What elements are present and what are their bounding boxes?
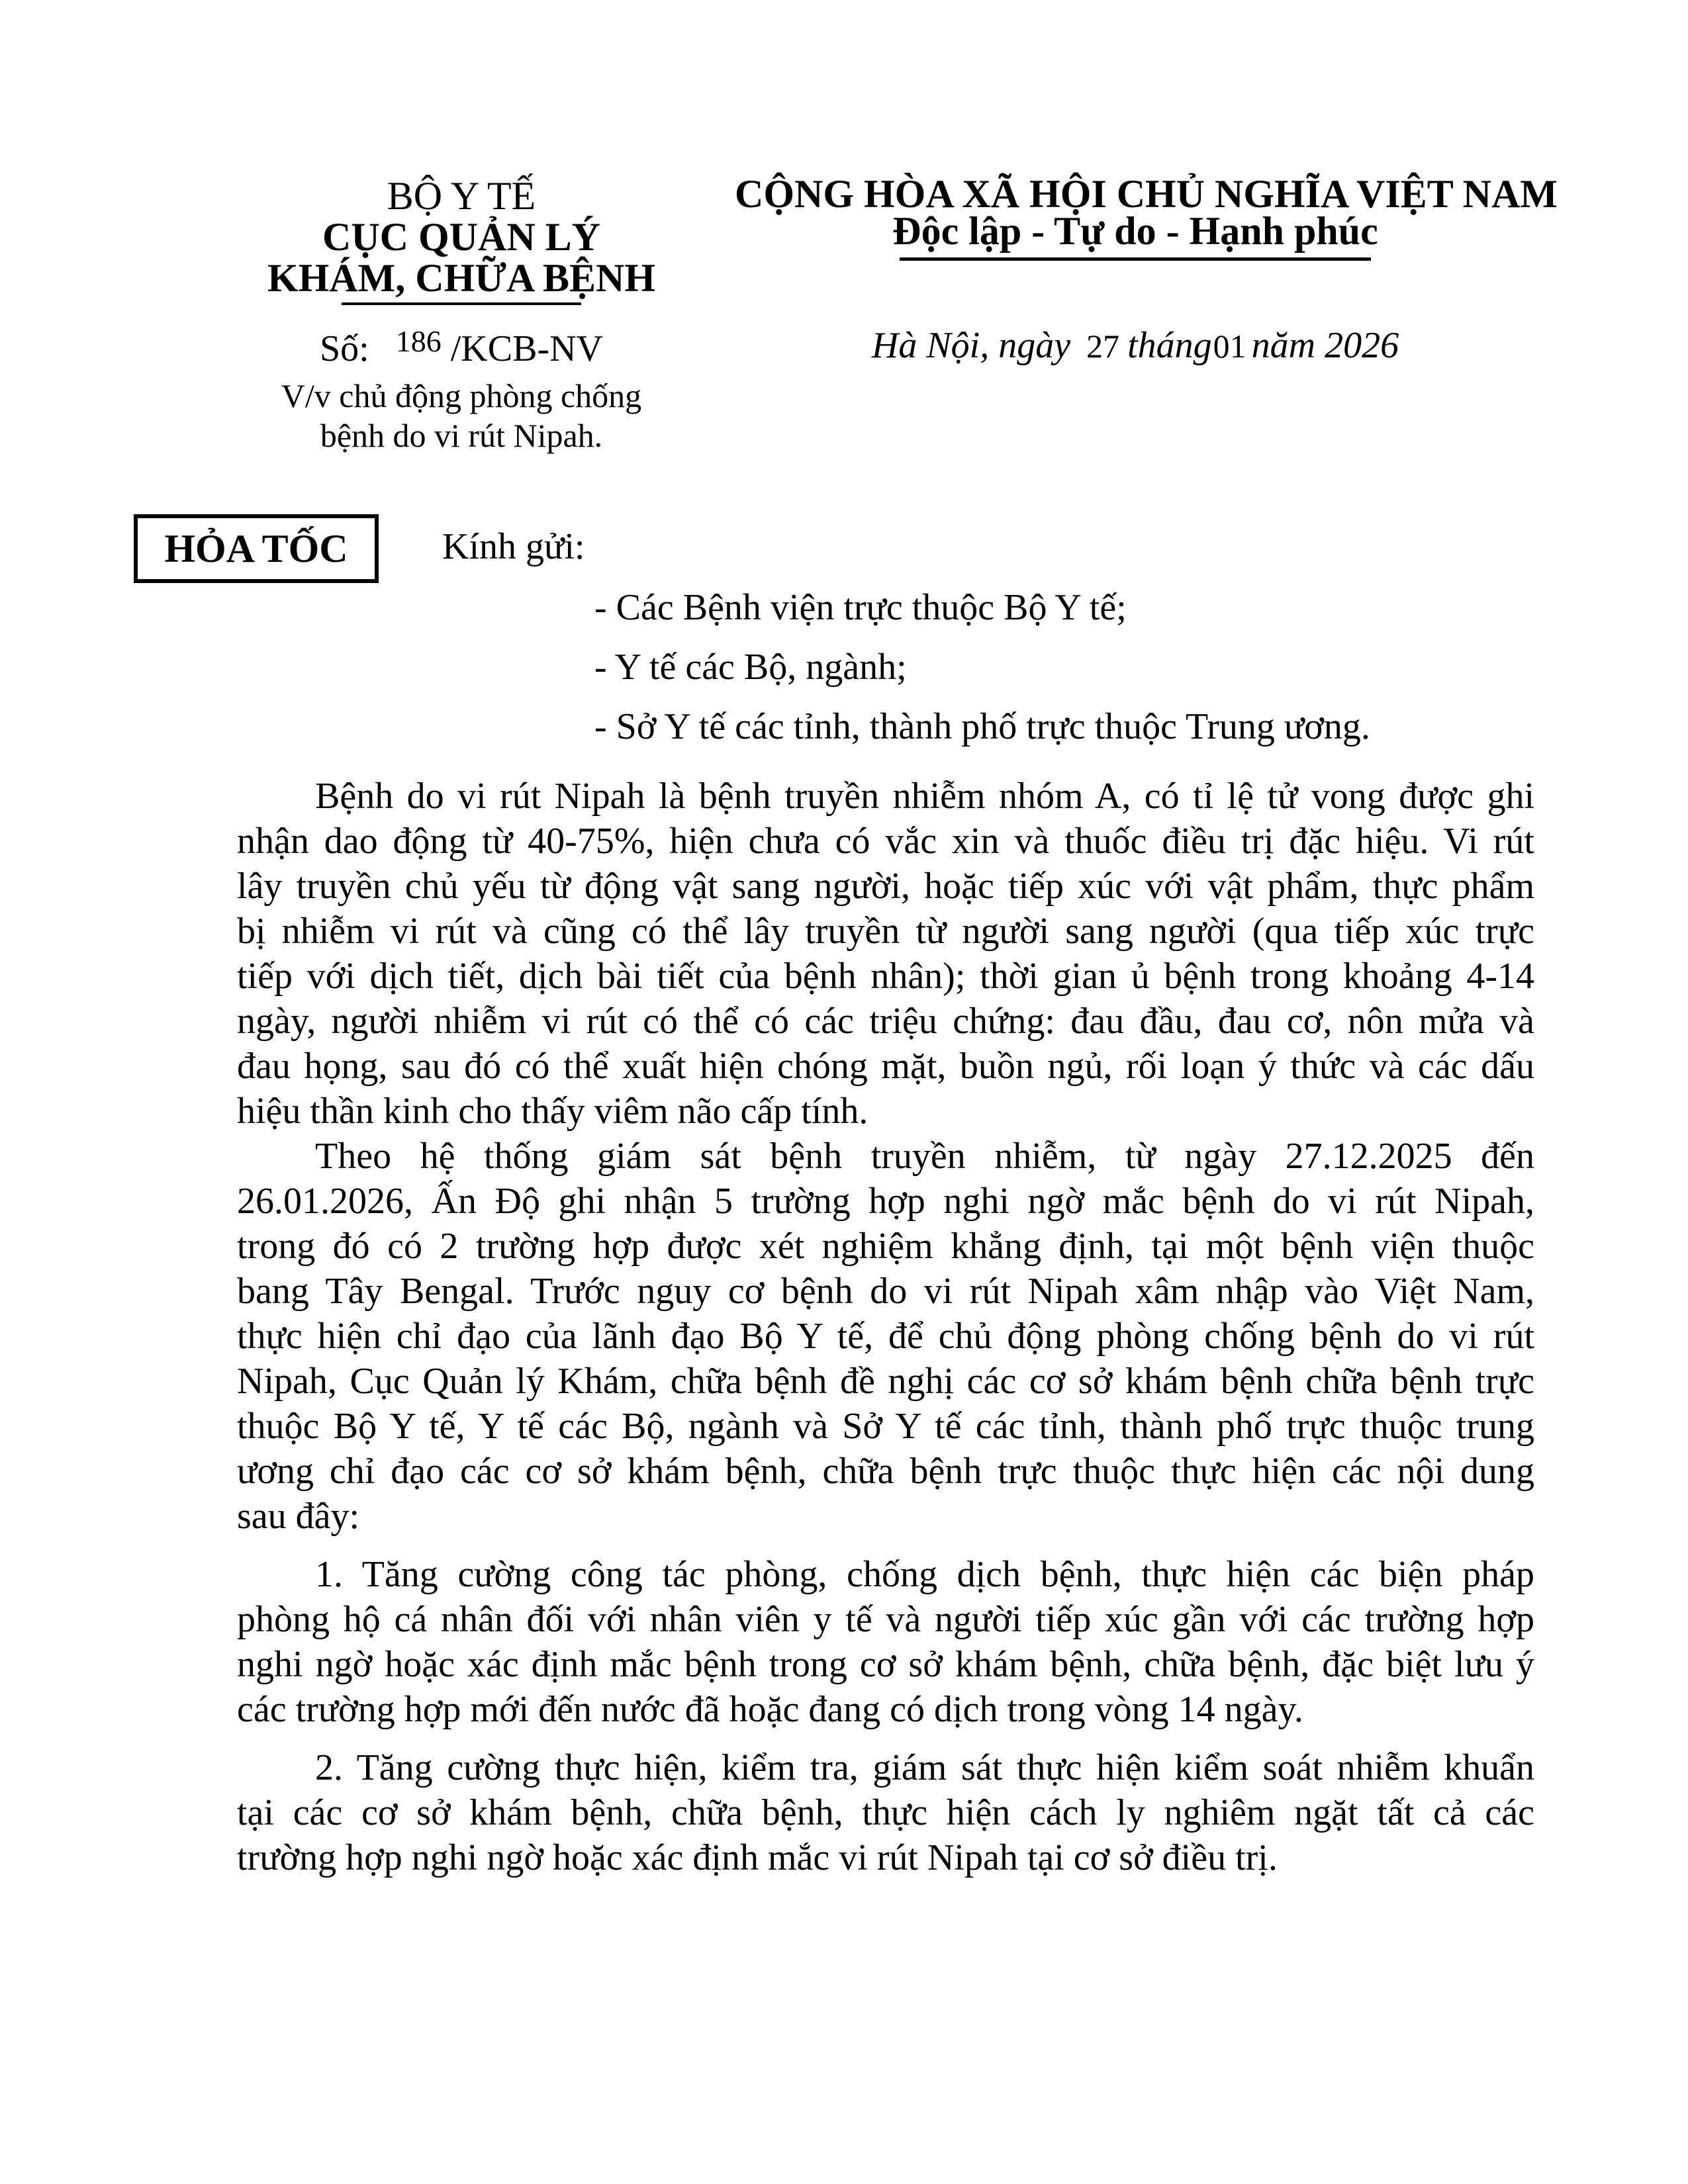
body-line: ngày, người nhiễm vi rút có thể có các triệu chứng: đau đầu, đau cơ, nôn mửa và xyxy=(237,1001,1534,1042)
body-line: sau đây: xyxy=(237,1496,360,1537)
body-line: thuộc Bộ Y tế, Y tế các Bộ, ngành và Sở Y tế các tỉnh, thành phố trực thuộc trung xyxy=(237,1406,1534,1447)
body-line: trường hợp nghi ngờ hoặc xác định mắc vi rút Nipah tại cơ sở điều trị. xyxy=(237,1837,1278,1878)
body-line: bị nhiễm vi rút và cũng có thể lây truyền từ người sang người (qua tiếp xúc trực xyxy=(237,911,1534,952)
body-line: ương chỉ đạo các cơ sở khám bệnh, chữa bệnh trực thuộc thực hiện các nội dung xyxy=(237,1451,1534,1492)
urgency-stamp: HỎA TỐC xyxy=(134,514,379,583)
doc-subject-line2: bệnh do vi rút Nipah. xyxy=(320,417,603,454)
department-name-line2: KHÁM, CHỮA BỆNH xyxy=(267,256,656,300)
header-left-rule xyxy=(342,302,581,305)
ministry-name: BỘ Y TẾ xyxy=(387,174,536,218)
doc-number-label: Số: xyxy=(320,328,369,369)
national-motto: Độc lập - Tự do - Hạnh phúc xyxy=(892,209,1378,253)
body-line: 2. Tăng cường thực hiện, kiểm tra, giám sát thực hiện kiểm soát nhiễm khuẩn xyxy=(315,1747,1534,1788)
header-left xyxy=(230,175,693,455)
recipient-item: - Sở Y tế các tỉnh, thành phố trực thuộc Trung ương. xyxy=(594,706,1370,747)
date-place-prefix: Hà Nội, ngày xyxy=(871,325,1071,366)
paragraph xyxy=(237,774,1534,1134)
paragraph xyxy=(237,1134,1534,1539)
body-line: bang Tây Bengal. Trước nguy cơ bệnh do vi rút Nipah xâm nhập vào Việt Nam, xyxy=(237,1271,1534,1312)
body-line: nghi ngờ hoặc xác định mắc bệnh trong cơ sở khám bệnh, chữa bệnh, đặc biệt lưu ý xyxy=(237,1644,1534,1685)
date-thang-label: tháng xyxy=(1127,325,1212,366)
paragraph xyxy=(237,1552,1534,1732)
doc-number-line xyxy=(230,324,693,371)
body-line: trong đó có 2 trường hợp được xét nghiệm khẳng định, tại một bệnh viện thuộc xyxy=(237,1226,1534,1267)
body-line: hiệu thần kinh cho thấy viêm não cấp tính. xyxy=(237,1091,868,1132)
paragraph xyxy=(237,1745,1534,1880)
body-line: Bệnh do vi rút Nipah là bệnh truyền nhiễm nhóm A, có tỉ lệ tử vong được ghi xyxy=(315,776,1534,817)
date-day: 27 xyxy=(1086,328,1120,365)
body-line: tại các cơ sở khám bệnh, chữa bệnh, thực hiện cách ly nghiêm ngặt tất cả các xyxy=(237,1792,1534,1833)
department-name-line1: CỤC QUẢN LÝ xyxy=(322,215,600,259)
body-line: lây truyền chủ yếu từ động vật sang người, hoặc tiếp xúc với vật phẩm, thực phẩm xyxy=(237,866,1534,907)
document-body xyxy=(237,774,1534,1880)
body-line: các trường hợp mới đến nước đã hoặc đang có dịch trong vòng 14 ngày. xyxy=(237,1689,1303,1730)
body-line: 26.01.2026, Ấn Độ ghi nhận 5 trường hợp nghi ngờ mắc bệnh do vi rút Nipah, xyxy=(237,1181,1534,1222)
body-line: nhận dao động từ 40-75%, hiện chưa có vắc xin và thuốc điều trị đặc hiệu. Vi rút xyxy=(237,821,1534,862)
body-line: 1. Tăng cường công tác phòng, chống dịch bệnh, thực hiện các biện pháp xyxy=(315,1554,1534,1595)
doc-number-suffix: /KCB-NV xyxy=(450,328,603,369)
body-line: thực hiện chỉ đạo của lãnh đạo Bộ Y tế, để chủ động phòng chống bệnh do vi rút xyxy=(237,1316,1534,1357)
recipient-list xyxy=(594,578,1370,756)
body-line: đau họng, sau đó có thể xuất hiện chóng mặt, buồn ngủ, rối loạn ý thức và các dấu xyxy=(237,1046,1534,1087)
recipient-item: - Y tế các Bộ, ngành; xyxy=(594,647,907,688)
doc-number-value: 186 xyxy=(395,324,442,358)
body-line: tiếp với dịch tiết, dịch bài tiết của bệnh nhân); thời gian ủ bệnh trong khoảng 4-14 xyxy=(237,956,1534,997)
header-right-rule xyxy=(900,257,1371,261)
recipient-item: - Các Bệnh viện trực thuộc Bộ Y tế; xyxy=(594,587,1127,628)
date-year-suffix: năm 2026 xyxy=(1251,325,1399,366)
body-line: phòng hộ cá nhân đối với nhân viên y tế và người tiếp xúc gần với các trường hợp xyxy=(237,1599,1534,1640)
body-line: Nipah, Cục Quản lý Khám, chữa bệnh đề nghị các cơ sở khám bệnh chữa bệnh trực xyxy=(237,1361,1534,1402)
body-line: Theo hệ thống giám sát bệnh truyền nhiễm, từ ngày 27.12.2025 đến xyxy=(315,1136,1534,1177)
doc-subject-line1: V/v chủ động phòng chống xyxy=(281,377,642,414)
header-right xyxy=(735,172,1558,367)
date-month: 01 xyxy=(1213,328,1246,365)
salutation: Kính gửi: xyxy=(442,526,585,567)
doc-subject xyxy=(230,376,693,455)
date-line xyxy=(735,325,1536,367)
national-name: CỘNG HÒA XÃ HỘI CHỦ NGHĨA VIỆT NAM xyxy=(735,172,1558,216)
